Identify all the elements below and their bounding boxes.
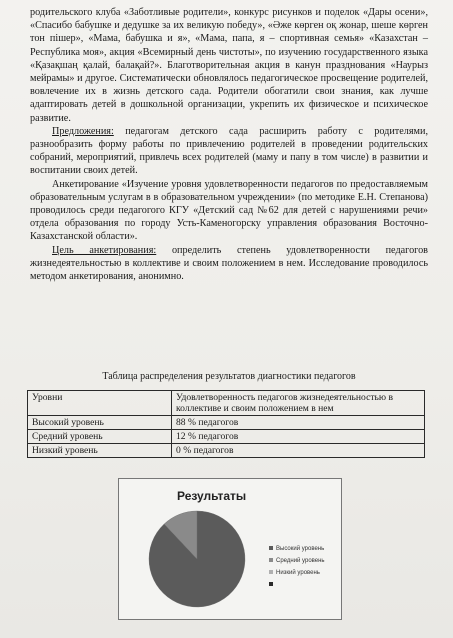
chart-title: Результаты: [177, 489, 247, 503]
legend-entry: [269, 543, 325, 555]
table-cell: Низкий уровень: [28, 444, 172, 458]
body-text: [30, 6, 428, 283]
table-cell: 12 % педагогов: [172, 430, 425, 444]
goal-label: Цель анкетирования:: [52, 244, 157, 256]
table-row: [28, 416, 425, 430]
table-header-row: [28, 391, 425, 416]
results-table: [27, 390, 425, 458]
table-header-cell: Уровни: [28, 391, 172, 416]
results-chart: [118, 478, 342, 620]
legend-entry: [269, 579, 325, 591]
legend-swatch: [269, 558, 273, 562]
table-row: [28, 444, 425, 458]
legend-label: Низкий уровень: [276, 570, 320, 576]
legend-label: Высокий уровень: [276, 546, 325, 552]
paragraph-goal: [30, 244, 428, 284]
table-row: [28, 430, 425, 444]
chart-legend: [269, 543, 325, 591]
table-cell: Средний уровень: [28, 430, 172, 444]
legend-label: Средний уровень: [276, 558, 325, 564]
goal-text: определить степень удовлетворенности педагогов жизнедеятельностью в коллективе и своим положением в нем. Исследование проводилось методом анкетирования, анонимно.: [30, 244, 428, 283]
table-cell: Высокий уровень: [28, 416, 172, 430]
table-header-cell: Удовлетворенность педагогов жизнедеятельностью в коллективе и своим положением в нем: [172, 391, 425, 416]
table-caption: Таблица распределения результатов диагностики педагогов: [102, 371, 356, 382]
proposals-text: педагогам детского сада расширить работу с родителями, разнообразить форму работы по привлечению родителей в проведении родительских собраний, мероприятий, привлечь всех родителей (маму и папу в том числе) в развитии и воспитании своих детей.: [30, 125, 428, 177]
legend-swatch: [269, 570, 273, 574]
table-cell: 88 % педагогов: [172, 416, 425, 430]
legend-entry: [269, 555, 325, 567]
paragraph-survey: Анкетирование «Изучение уровня удовлетворенности педагогов по предоставляемым образовательным услугам в в образовательном учреждении» (по методике Е.Н. Степанова) проводилось среди педагогого КГУ «Детский сад №62 для детей с нарушениями речи» отдела образования по городу Усть-Каменогорску управления образования Восточно-Казахстанской области».: [30, 178, 428, 243]
legend-entry: [269, 567, 325, 579]
legend-swatch: [269, 546, 273, 550]
legend-swatch: [269, 582, 273, 586]
paragraph-proposals: [30, 125, 428, 178]
paragraph-activities: родительского клуба «Заботливые родители», конкурс рисунков и поделок «Дары осени», «Спасибо бабушке и дедушке за их великую победу», «Әже көрген оқ жонар, шеше көрген тон пішер», «Мама, бабушка и я», «Мама, папа, я – спортивная семья» «Казахстан – Республика моя», акция «Всемирный день чистоты», по изучению государственного языка «Қазақшаң қалай, балақай?». Благотворительная акция в канун празднования «Наурыз мейрамы» и другое. Систематически обновлялось педагогическое просвещение родителей, вовлечение их в жизнь детского сада. Родители обогатили свои знания, как лучше адаптировать детей в дошкольной организации, укрепить их физическое и психическое развитие.: [30, 7, 428, 124]
table-cell: 0 % педагогов: [172, 444, 425, 458]
proposals-label: Предложения:: [52, 125, 114, 137]
